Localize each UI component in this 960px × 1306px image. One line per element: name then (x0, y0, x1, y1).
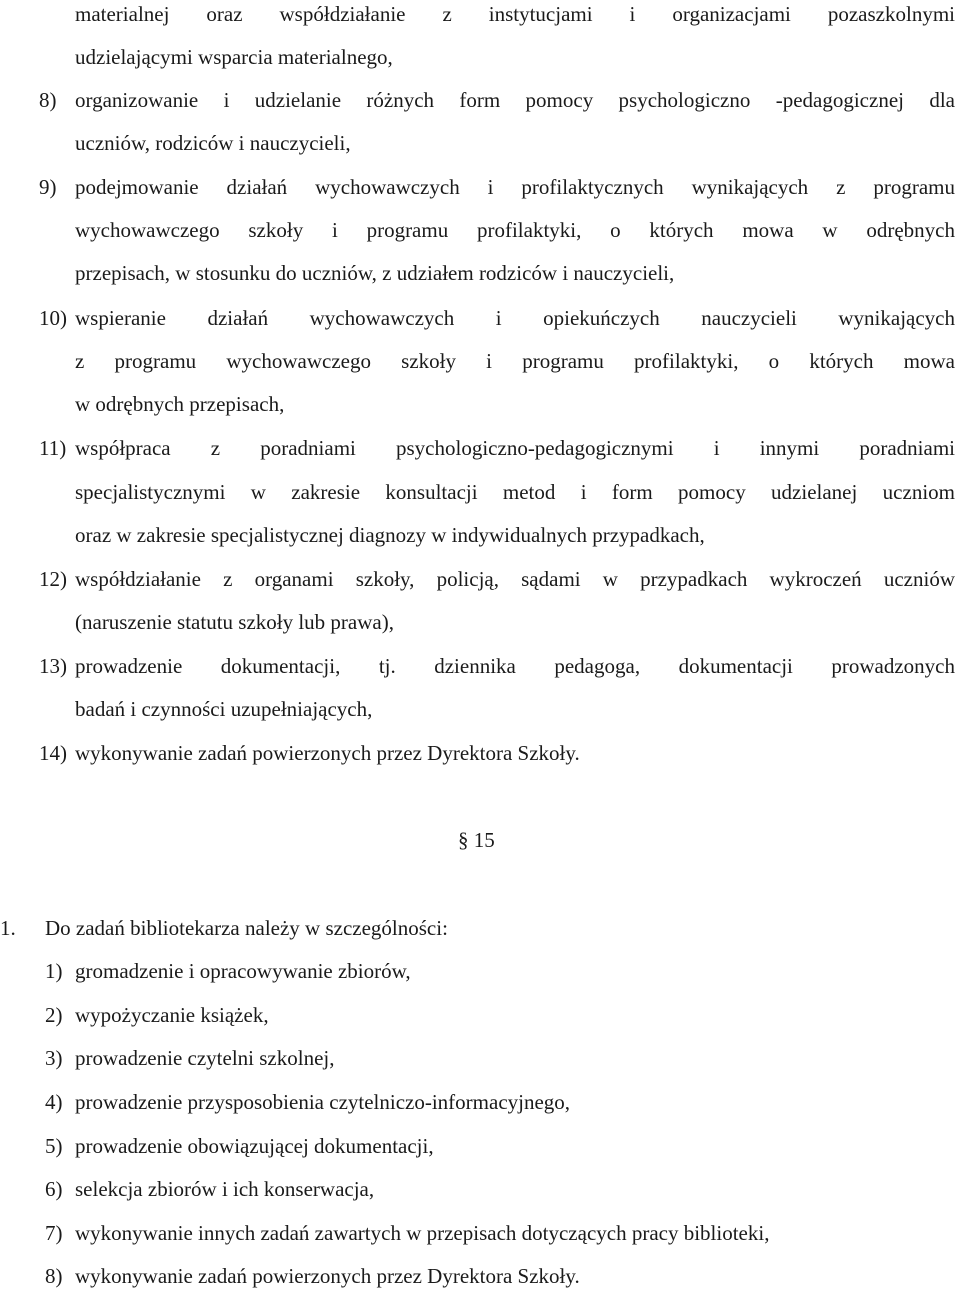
list-item-text: wykonywanie innych zadań zawartych w przepisach dotyczących pracy biblioteki, (75, 1221, 770, 1245)
list-item-text: oraz w zakresie specjalistycznej diagnozy w indywidualnych przypadkach, (75, 523, 705, 547)
list-item-text: wypożyczanie książek, (75, 1003, 269, 1027)
continuation-line-2: udzielającymi wsparcia materialnego, (75, 45, 393, 69)
list-item-number: 13) (39, 654, 67, 678)
list-item-text: podejmowanie działań wychowawczych i profilaktycznych wynikających z programu (75, 175, 955, 199)
list-item-text: prowadzenie dokumentacji, tj. dziennika pedagoga, dokumentacji prowadzonych (75, 654, 955, 678)
paragraph-text: Do zadań bibliotekarza należy w szczególności: (45, 916, 448, 940)
list-item-text: selekcja zbiorów i ich konserwacja, (75, 1177, 375, 1201)
list-item-number: 4) (45, 1090, 63, 1114)
list-item-text: prowadzenie obowiązującej dokumentacji, (75, 1134, 434, 1158)
paragraph-number: 1. (0, 916, 16, 940)
list-item-text: wykonywanie zadań powierzonych przez Dyrektora Szkoły. (75, 1264, 580, 1288)
list-item-text: wykonywanie zadań powierzonych przez Dyrektora Szkoły. (75, 741, 580, 765)
list-item-number: 8) (45, 1264, 63, 1288)
list-item-number: 11) (39, 436, 67, 460)
list-item-number: 12) (39, 567, 67, 591)
list-item-text: przepisach, w stosunku do uczniów, z udziałem rodziców i nauczycieli, (75, 261, 675, 285)
list-item-number: 8) (39, 88, 57, 112)
list-item-number: 7) (45, 1221, 63, 1245)
continuation-line-1: materialnej oraz współdziałanie z instytucjami i organizacjami pozaszkolnymi (75, 2, 955, 26)
list-item-number: 3) (45, 1046, 63, 1070)
section-number: 15 (473, 828, 495, 852)
list-item-text: z programu wychowawczego szkoły i programu profilaktyki, o których mowa (75, 349, 955, 373)
list-item-number: 9) (39, 175, 57, 199)
list-item-text: wspieranie działań wychowawczych i opiekuńczych nauczycieli wynikających (75, 306, 955, 330)
list-item-number: 5) (45, 1134, 63, 1158)
list-item-text: specjalistycznymi w zakresie konsultacji metod i form pomocy udzielanej uczniom (75, 480, 955, 504)
list-item-text: gromadzenie i opracowywanie zbiorów, (75, 959, 411, 983)
list-item-text: uczniów, rodziców i nauczycieli, (75, 131, 351, 155)
list-item-text: w odrębnych przepisach, (75, 392, 285, 416)
list-item-text: (naruszenie statutu szkoły lub prawa), (75, 610, 394, 634)
list-item-text: badań i czynności uzupełniających, (75, 697, 373, 721)
list-item-number: 10) (39, 306, 67, 330)
list-item-text: prowadzenie czytelni szkolnej, (75, 1046, 335, 1070)
section-symbol: § (458, 828, 469, 852)
list-item-text: współpraca z poradniami psychologiczno-pedagogicznymi i innymi poradniami (75, 436, 955, 460)
list-item-text: prowadzenie przysposobienia czytelniczo-informacyjnego, (75, 1090, 571, 1114)
list-item-number: 6) (45, 1177, 63, 1201)
list-item-text: współdziałanie z organami szkoły, policją, sądami w przypadkach wykroczeń uczniów (75, 567, 955, 591)
list-item-text: wychowawczego szkoły i programu profilaktyki, o których mowa w odrębnych (75, 218, 955, 242)
section-heading (458, 826, 495, 854)
list-item-number: 14) (39, 741, 67, 765)
list-item-text: organizowanie i udzielanie różnych form pomocy psychologiczno -pedagogicznej dla (75, 88, 955, 112)
list-item-number: 2) (45, 1003, 63, 1027)
list-item-number: 1) (45, 959, 63, 983)
